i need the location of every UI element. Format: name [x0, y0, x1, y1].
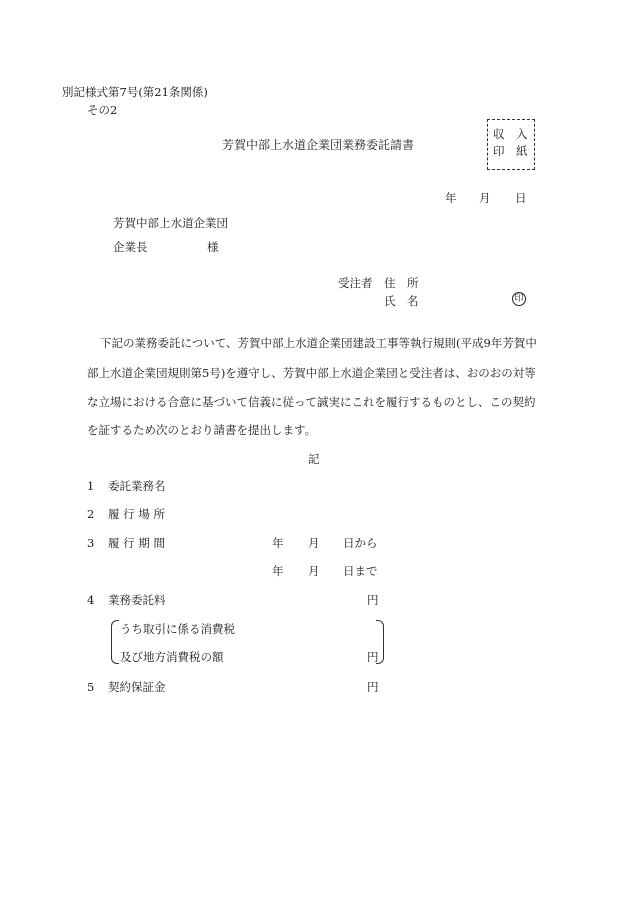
item-2-number: 2 — [87, 507, 95, 521]
form-reference: 別記様式第7号(第21条関係) — [62, 85, 208, 99]
item-1-label: 委託業務名 — [108, 479, 166, 493]
contractor-label: 受注者 — [338, 276, 373, 290]
tax-bracket-left — [111, 620, 119, 664]
address-label: 住 所 — [384, 276, 419, 290]
body-line-1: 下記の業務委託について、芳賀中部上水道企業団建設工事等執行規則(平成9年芳賀中 — [100, 336, 537, 350]
body-line-4: を証するため次のとおり請書を提出します。 — [87, 423, 317, 437]
item-4-number: 4 — [87, 593, 95, 607]
period-to-day: 日まで — [343, 564, 378, 578]
item-5-number: 5 — [87, 680, 95, 694]
item-5-yen: 円 — [367, 680, 379, 694]
tax-yen: 円 — [367, 650, 379, 664]
stamp-box-text-1: 収 入 — [493, 127, 528, 141]
item-1-number: 1 — [87, 479, 95, 493]
addressee-org: 芳賀中部上水道企業団 — [113, 216, 228, 230]
seal-mark: 印 — [512, 292, 526, 306]
document-title: 芳賀中部上水道企業団業務委託請書 — [222, 138, 415, 152]
item-2-label: 履 行 場 所 — [108, 507, 165, 521]
item-3-number: 3 — [87, 536, 95, 550]
period-to-month: 月 — [308, 564, 320, 578]
date-day: 日 — [515, 191, 527, 205]
addressee-honorific: 様 — [207, 240, 219, 254]
item-5-label: 契約保証金 — [108, 680, 166, 694]
period-from-year: 年 — [272, 536, 284, 550]
period-from-month: 月 — [308, 536, 320, 550]
tax-line-1: うち取引に係る消費税 — [120, 622, 235, 636]
tax-line-2: 及び地方消費税の額 — [120, 650, 224, 664]
date-month: 月 — [479, 191, 491, 205]
period-to-year: 年 — [272, 564, 284, 578]
form-sub-reference: その2 — [87, 103, 118, 117]
name-label: 氏 名 — [384, 294, 419, 308]
addressee-title: 企業長 — [113, 240, 148, 254]
stamp-box-text-2: 印 紙 — [493, 144, 528, 158]
period-from-day: 日から — [343, 536, 378, 550]
item-4-yen: 円 — [367, 593, 379, 607]
body-line-2: 部上水道企業団規則第5号)を遵守し、芳賀中部上水道企業団と受注者は、おのおの対等 — [87, 366, 536, 380]
item-4-label: 業務委託料 — [108, 593, 166, 607]
ki-heading: 記 — [308, 452, 320, 466]
body-line-3: な立場における合意に基づいて信義に従って誠実にこれを履行するものとし、この契約 — [87, 395, 536, 409]
item-3-label: 履 行 期 間 — [108, 536, 165, 550]
date-year: 年 — [445, 191, 457, 205]
